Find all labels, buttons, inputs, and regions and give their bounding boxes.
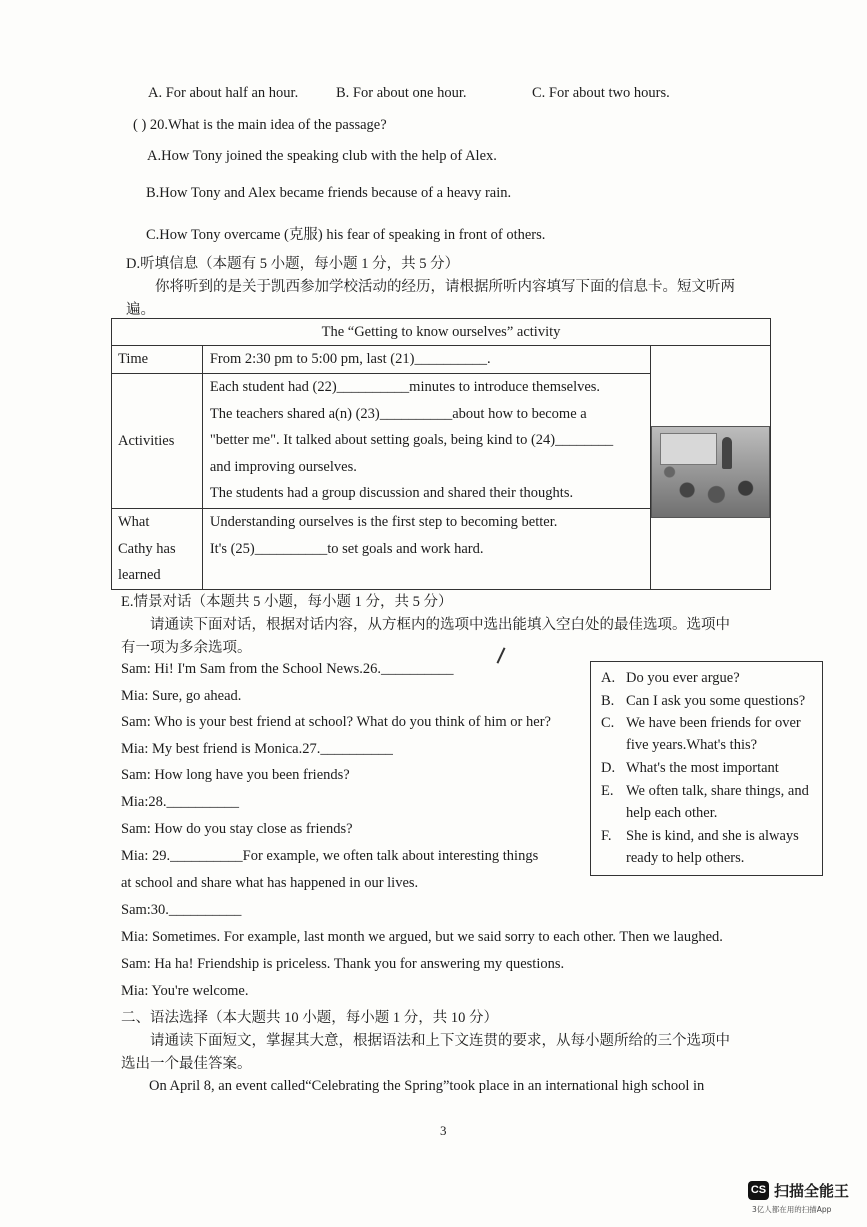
dialogue-line: Sam: Who is your best friend at school? What do you think of him or her? — [121, 714, 551, 730]
section-d-instruction-line1: 你将听到的是关于凯西参加学校活动的经历，请根据所听内容填写下面的信息卡。短文听两 — [155, 279, 735, 295]
q20-option-b: B.How Tony and Alex became friends because of a heavy rain. — [146, 185, 512, 201]
dialogue-line: Mia: Sometimes. For example, last month we argued, but we said sorry to each other. Then we laughed. — [121, 929, 723, 945]
q20-stem: ( ) 20.What is the main idea of the passage? — [133, 117, 387, 133]
dialogue-line: Sam: How do you stay close as friends? — [121, 821, 353, 837]
info-card-header: The “Getting to know ourselves” activity — [112, 319, 771, 346]
photo-whiteboard — [660, 433, 717, 465]
section-ii-title: 二、语法选择（本大题共 10 小题，每小题 1 分，共 10 分） — [121, 1010, 498, 1026]
dialogue-line: Sam: How long have you been friends? — [121, 767, 350, 783]
dialogue-line: Mia:28.__________ — [121, 794, 240, 810]
section-e-instruction-line2: 有一项为多余选项。 — [121, 640, 252, 656]
learned-label — [112, 509, 203, 590]
activities-line: "better me". It talked about setting goals, being kind to (24)________ — [209, 432, 614, 448]
learned-label-line: What — [118, 514, 150, 530]
q19-option-c: C. For about two hours. — [532, 85, 670, 101]
option-key: A. — [601, 670, 616, 686]
section-e-instruction-line1: 请通读下面对话，根据对话内容，从方框内的选项中选出能填入空白处的最佳选项。选项中 — [150, 617, 730, 633]
learned-line: Understanding ourselves is the first step to becoming better. — [209, 514, 558, 530]
dialogue-line: Mia: Sure, go ahead. — [121, 688, 242, 704]
dialogue-line: Mia: My best friend is Monica.27.__________ — [121, 741, 393, 757]
option-key: C. — [601, 715, 615, 731]
time-value: From 2:30 pm to 5:00 pm, last (21)__________. — [202, 346, 650, 374]
option-text: ready to help others. — [626, 850, 745, 866]
section-ii-instruction-line1: 请通读下面短文，掌握其大意，根据语法和上下文连贯的要求，从每小题所给的三个选项中 — [150, 1033, 730, 1049]
dialogue-line: Sam:30.__________ — [121, 902, 242, 918]
option-text: We have been friends for over — [626, 715, 801, 731]
section-d-instruction-line2: 遍。 — [126, 302, 155, 318]
section-d-title: D.听填信息（本题有 5 小题，每小题 1 分，共 5 分） — [126, 256, 460, 272]
dialogue-line: Mia: You're welcome. — [121, 983, 249, 999]
option-key: E. — [601, 783, 614, 799]
answer-options-box — [590, 661, 823, 876]
activities-line: The teachers shared a(n) (23)__________about how to become a — [209, 405, 587, 422]
option-text: We often talk, share things, and — [626, 783, 809, 799]
activities-line: and improving ourselves. — [209, 458, 357, 475]
q20-option-c: C.How Tony overcame (克服) his fear of speaking in front of others. — [146, 227, 546, 243]
passage-first-line: On April 8, an event called“Celebrating the Spring”took place in an international high school in — [149, 1078, 705, 1094]
activities-label: Activities — [112, 374, 203, 509]
q19-option-b: B. For about one hour. — [336, 85, 467, 101]
option-text: What's the most important — [626, 760, 779, 776]
dialogue-line: at school and share what has happened in our lives. — [121, 875, 419, 891]
photo-teacher — [722, 437, 732, 469]
option-text: She is kind, and she is always — [626, 828, 799, 844]
learned-label-line: learned — [118, 567, 161, 583]
q20-option-a: A.How Tony joined the speaking club with the help of Alex. — [147, 148, 497, 164]
watermark-app-name: 扫描全能王 — [774, 1182, 850, 1200]
option-key: D. — [601, 760, 616, 776]
option-text: five years.What's this? — [626, 737, 758, 753]
option-text: Do you ever argue? — [626, 670, 740, 686]
section-ii-instruction-line2: 选出一个最佳答案。 — [121, 1056, 252, 1072]
learned-line: It's (25)__________to set goals and work hard. — [209, 540, 484, 557]
option-text: Can I ask you some questions? — [626, 693, 806, 709]
learned-cell — [202, 509, 650, 590]
activities-line: Each student had (22)__________minutes to introduce themselves. — [209, 379, 601, 395]
q19-options — [148, 85, 748, 105]
learned-label-line: Cathy has — [118, 540, 176, 557]
page-number: 3 — [440, 1123, 447, 1138]
activities-line: The students had a group discussion and shared their thoughts. — [209, 485, 574, 501]
classroom-photo — [651, 426, 770, 518]
activities-cell — [202, 374, 650, 509]
watermark-tagline: 3亿人都在用的扫描App — [752, 1205, 832, 1214]
option-key: F. — [601, 828, 612, 844]
camscanner-logo-icon: CS — [748, 1181, 769, 1200]
dialogue-line: Sam: Hi! I'm Sam from the School News.26.__________ — [121, 661, 454, 677]
section-e-title: E.情景对话（本题共 5 小题，每小题 1 分，共 5 分） — [121, 594, 453, 610]
pen-mark — [497, 647, 506, 663]
q19-option-a: A. For about half an hour. — [148, 85, 299, 101]
option-key: B. — [601, 693, 615, 709]
time-label: Time — [112, 346, 203, 374]
scanner-watermark — [748, 1179, 860, 1215]
dialogue-line: Mia: 29.__________For example, we often talk about interesting things — [121, 848, 539, 864]
dialogue-line: Sam: Ha ha! Friendship is priceless. Thank you for answering my questions. — [121, 956, 565, 972]
option-text: help each other. — [626, 805, 718, 821]
